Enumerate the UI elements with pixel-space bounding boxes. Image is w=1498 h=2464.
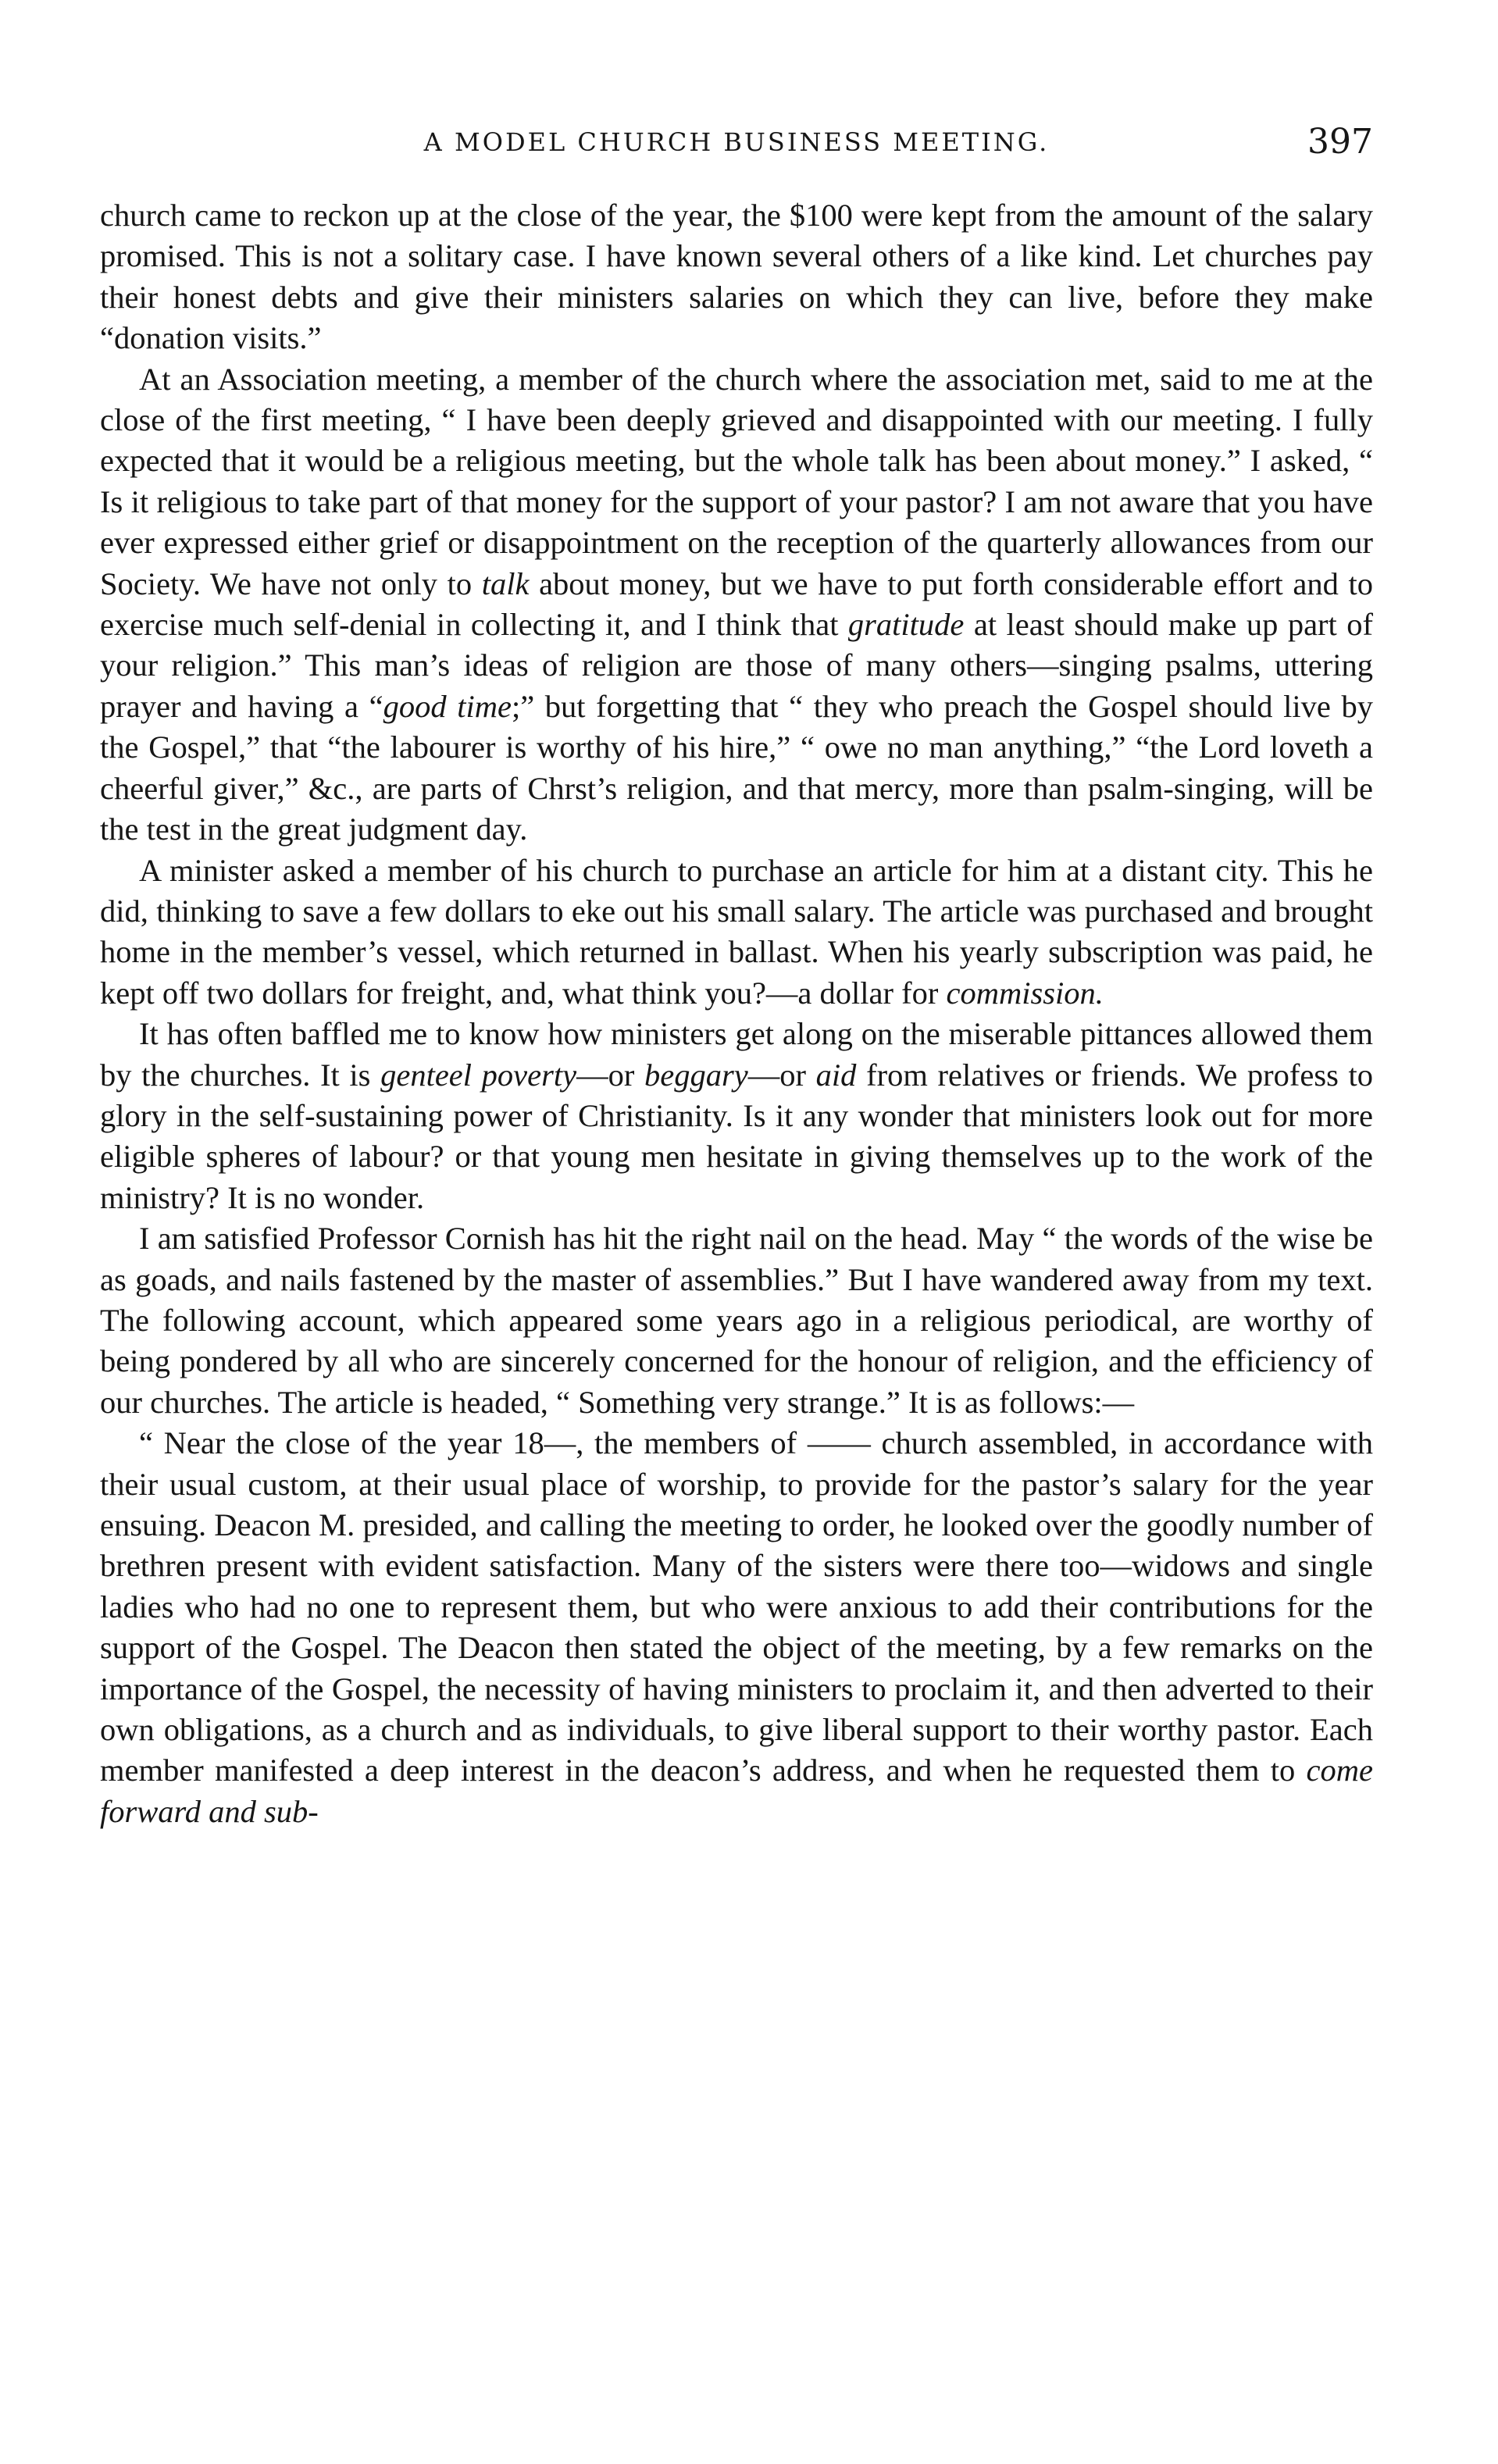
- running-head: A MODEL CHURCH BUSINESS MEETING.: [423, 127, 1050, 157]
- text-run: A minister asked a member of his church to purchase an article for him at a distant city. This he did, thinking to save a few dollars to eke out his small salary. The article was purchased and brought home in the member’s vessel, which returned in ballast. When his yearly subscription was paid, he kept off two dollars for freight, and, what think you?—a dollar for: [100, 852, 1373, 1011]
- paragraph-minister-purchase: [100, 850, 1373, 1014]
- text-run: about money, but we have to put forth considerable effort and to exercise much self-denial in collecting it, and I think that: [100, 565, 1373, 643]
- text-run: At an Association meeting, a member of the church where the association met, said to me at the close of the first meeting, “ I have been deeply grieved and disappointed with our meeting. I fully expected that it would be a religious meeting, but the whole talk has been about money.” I asked, “ Is it religious to take part of that money for the support of your pastor? I am not aware that you have ever expressed either grief or disappointment on the reception of the quarterly allowances from our Society. We have not only to: [100, 361, 1373, 601]
- text-run: at least should make up part of your religion.” This man’s ideas of religion are those of many others—singing psalms, uttering prayer and having a “: [100, 607, 1373, 724]
- italic-text: commission.: [946, 975, 1104, 1011]
- body-text: [100, 195, 1373, 1832]
- paragraph-text: church came to reckon up at the close of the year, the $100 were kept from the amount of the salary promised. This is not a solitary case. I have known several others of a like kind. Let churches pay their honest debts and give their ministers salaries on which they can live, before they make “donation visits.”: [100, 198, 1373, 356]
- page-number: 397: [1307, 122, 1373, 162]
- italic-text: genteel poverty: [380, 1057, 577, 1093]
- paragraph-quoted-account: [100, 1423, 1373, 1832]
- page-header: [100, 119, 1373, 166]
- paragraph-text: I am satisfied Professor Cornish has hit the right nail on the head. May “ the words of the wise be as goads, and nails fastened by the master of assemblies.” But I have wandered away from my text. The following account, which appeared some years ago in a religious periodical, are worthy of being pondered by all who are sincerely concerned for the honour of religion, and the efficiency of our churches. The article is headed, “ Something very strange.” It is as follows:—: [100, 1221, 1373, 1420]
- paragraph-miserable-pittances: [100, 1014, 1373, 1218]
- text-run: “ Near the close of the year 18—, the members of —— church assembled, in accordance with their usual custom, at their usual place of worship, to provide for the pastor’s salary for the year ensuing. Deacon M. presided, and calling the meeting to order, he looked over the goodly number of brethren present with evident satisfaction. Many of the sisters were there too—widows and single ladies who had no one to represent them, but who were anxious to add their contributions for the support of the Gospel. The Deacon then stated the object of the meeting, by a few remarks on the importance of the Gospel, the necessity of having ministers to proclaim it, and then adverted to their own obligations, as a church and as individuals, to give liberal support to their worthy pastor. Each member manifested a deep interest in the deacon’s address, and when he requested them to: [100, 1425, 1373, 1788]
- paragraph-professor-cornish: [100, 1218, 1373, 1423]
- italic-text: beggary: [644, 1057, 748, 1093]
- italic-text: gratitude: [847, 607, 965, 643]
- italic-text: aid: [815, 1057, 857, 1093]
- text-run: from relatives or friends. We profess to glory in the self-sustaining power of Christianity. Is it any wonder that ministers look out for more eligible spheres of labour? or that young men hesitate in giving themselves up to the work of the ministry? It is no wonder.: [100, 1057, 1374, 1215]
- italic-text: good time: [383, 688, 512, 724]
- text-run: —or: [747, 1057, 816, 1093]
- text-run: It has often baffled me to know how ministers get along on the miserable pittances allowed them by the churches. It is: [100, 1016, 1373, 1093]
- text-run: —or: [576, 1057, 645, 1093]
- text-run: ;” but forgetting that “ they who preach the Gospel should live by the Gospel,” that “the labourer is worthy of his hire,” “ owe no man anything,” “the Lord loveth a cheerful giver,” &c., are parts of Chrst’s religion, and that mercy, more than psalm-singing, will be the test in the great judgment day.: [100, 688, 1373, 847]
- paragraph-continuation: [100, 195, 1373, 359]
- italic-text: talk: [481, 565, 530, 601]
- paragraph-association-meeting: [100, 359, 1373, 850]
- italic-text: come forward and sub-: [100, 1753, 1373, 1829]
